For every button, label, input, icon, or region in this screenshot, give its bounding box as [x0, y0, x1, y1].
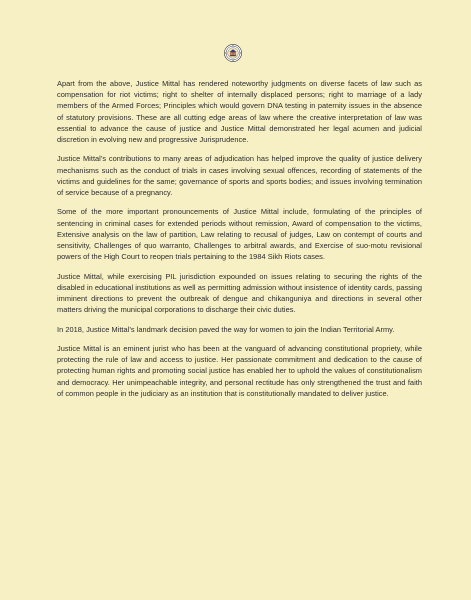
court-emblem-icon [224, 44, 242, 62]
paragraph-eminent-jurist: Justice Mittal is an eminent jurist who has been at the vanguard of advancing constitutional propriety, while protecting the rule of law and access to justice. Her passionate commitment and dedication to the cause of protecting human rights and promoting social justice has enabled her to uphold the values of constitutionalism and democracy. Her unimpeachable integrity, and personal rectitude has only strengthened the trust and faith of common people in the judiciary as an institution that is constitutionally mandated to deliver justice. [57, 344, 422, 398]
paragraph-pronouncements: Some of the more important pronouncements of Justice Mittal include, formulating of the principles of sentencing in criminal cases for extended periods without remission, Award of compensation to the victims, Extensive analysis on the law of partition, Law relating to recusal of judges, Law on contempt of courts and sensitivity, Challenges of quo warranto, Challenges to arbitral awards, and Exercise of suo-motu revisional powers of the High Court to reopen trials pertaining to the 1984 Sikh Riots cases. [57, 207, 422, 262]
document-body [57, 78, 422, 407]
paragraph-contributions: Justice Mittal’s contributions to many areas of adjudication has helped improve the quality of justice delivery mechanisms such as the conduct of trials in cases involving sexual offences, recording of statements of the victims and guidelines for the same; governance of sports and sports bodies; and issues involving termination of service because of a pregnancy. [57, 154, 422, 198]
paragraph-territorial-army: In 2018, Justice Mittal’s landmark decision paved the way for women to join the Indian Territorial Army. [57, 324, 395, 334]
paragraph-judgments: Apart from the above, Justice Mittal has rendered noteworthy judgments on diverse facets of law such as compensation for riot victims; right to shelter of internally displaced persons; right to marriage of a lady members of the Armed Forces; Principles which would govern DNA testing in paternity issues in the absence of statutory provisions. These are all cutting edge areas of law where the creative interpretation of law was essential to advance the cause of justice and Justice Mittal demonstrated her legal acumen and judicial discretion in evolving new and progressive Jurisprudence. [57, 79, 422, 145]
paragraph-pil-jurisdiction: Justice Mittal, while exercising PIL jurisdiction expounded on issues relating to securing the rights of the disabled in educational institutions as well as permitting admission without insistence of identity cards, passing imminent directions to prevent the outbreak of dengue and chikanguniya and directions in several other matters driving the municipal corporations to discharge their civic duties. [57, 271, 422, 315]
